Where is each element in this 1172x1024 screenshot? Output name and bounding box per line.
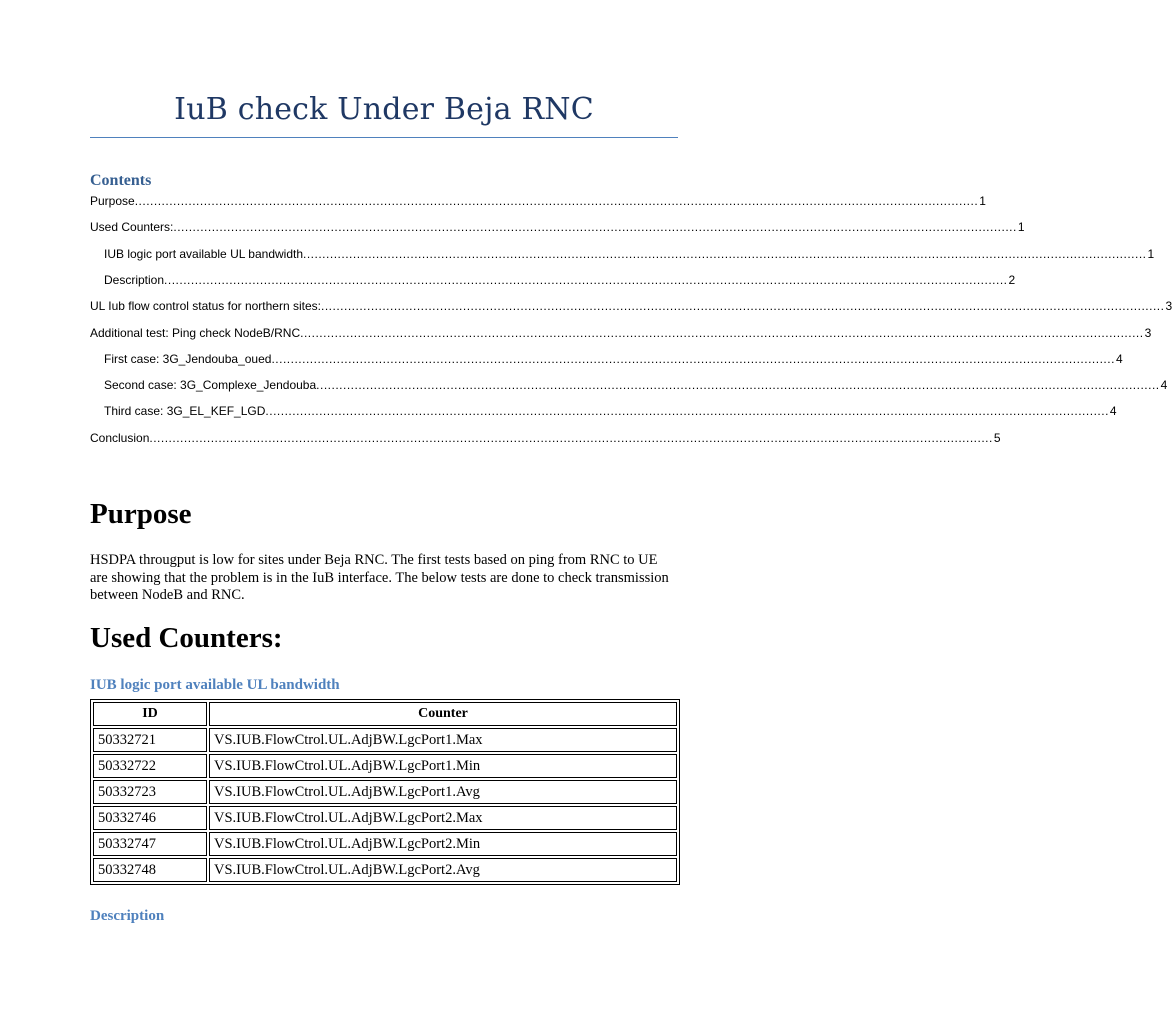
toc-leader-dots: ............................................................................................................................................................................................................................ bbox=[316, 378, 1160, 393]
toc-entry-page: 4 bbox=[1160, 378, 1168, 393]
toc-leader-dots: ............................................................................................................................................................................................................................ bbox=[321, 299, 1165, 314]
toc-entry-page: 4 bbox=[1115, 351, 1123, 366]
toc-entry[interactable] bbox=[90, 430, 1001, 449]
counter-id-cell: 50332746 bbox=[93, 806, 207, 830]
toc-leader-dots: ............................................................................................................................................................................................................................ bbox=[149, 430, 993, 445]
counter-name-cell: VS.IUB.FlowCtrol.UL.AdjBW.LgcPort2.Avg bbox=[209, 858, 677, 882]
toc-entry[interactable] bbox=[104, 246, 1155, 265]
document-title: IuB check Under Beja RNC bbox=[174, 92, 594, 127]
purpose-heading: Purpose bbox=[90, 498, 192, 530]
toc-entry[interactable] bbox=[90, 194, 986, 212]
toc-entry[interactable] bbox=[104, 272, 1016, 291]
table-row bbox=[93, 780, 677, 804]
toc-entry-page: 3 bbox=[1165, 299, 1172, 314]
toc-entry-page: 1 bbox=[1147, 246, 1155, 261]
toc-entry-page: 3 bbox=[1144, 325, 1152, 340]
toc-entry[interactable] bbox=[104, 351, 1123, 370]
counter-name-cell: VS.IUB.FlowCtrol.UL.AdjBW.LgcPort1.Avg bbox=[209, 780, 677, 804]
counter-id-cell: 50332722 bbox=[93, 754, 207, 778]
counters-table bbox=[90, 699, 680, 885]
purpose-paragraph: HSDPA througput is low for sites under Beja RNC. The first tests based on ping from RNC to UE are showing that the problem is in the IuB interface. The below tests are done to check transmission between NodeB and RNC. bbox=[90, 552, 669, 603]
counter-name-cell: VS.IUB.FlowCtrol.UL.AdjBW.LgcPort2.Max bbox=[209, 806, 677, 830]
toc-entry-title: Additional test: Ping check NodeB/RNC bbox=[90, 325, 301, 340]
toc-leader-dots: ............................................................................................................................................................................................................................ bbox=[303, 246, 1147, 261]
toc-entry-page: 4 bbox=[1109, 404, 1117, 419]
toc-entry-title: Description bbox=[104, 272, 165, 287]
toc-heading: Contents bbox=[90, 172, 152, 189]
toc-leader-dots: ............................................................................................................................................................................................................................ bbox=[271, 351, 1115, 366]
toc-entry-title: Conclusion bbox=[90, 430, 150, 445]
toc-entry[interactable] bbox=[104, 404, 1117, 422]
table-row bbox=[93, 728, 677, 752]
column-header-counter: Counter bbox=[209, 702, 677, 726]
toc-entry[interactable] bbox=[104, 378, 1168, 396]
counter-name-cell: VS.IUB.FlowCtrol.UL.AdjBW.LgcPort1.Min bbox=[209, 754, 677, 778]
counter-id-cell: 50332748 bbox=[93, 858, 207, 882]
toc-entry-page: 1 bbox=[979, 194, 986, 208]
toc-entry-page: 1 bbox=[1017, 220, 1025, 235]
toc-entry-page: 5 bbox=[993, 430, 1001, 445]
description-heading: Description bbox=[90, 908, 165, 924]
toc-entry[interactable] bbox=[90, 325, 1152, 344]
table-row bbox=[93, 754, 677, 778]
counter-name-cell: VS.IUB.FlowCtrol.UL.AdjBW.LgcPort2.Min bbox=[209, 832, 677, 856]
toc-leader-dots: ............................................................................................................................................................................................................................ bbox=[265, 404, 1109, 419]
table-row bbox=[93, 832, 677, 856]
title-underline bbox=[90, 137, 678, 138]
toc-entry-title: First case: 3G_Jendouba_oued bbox=[104, 351, 272, 366]
toc-entry-title: UL Iub flow control status for northern sites: bbox=[90, 299, 321, 314]
toc-entry-page: 2 bbox=[1008, 272, 1016, 287]
table-row bbox=[93, 806, 677, 830]
toc-leader-dots: ............................................................................................................................................................................................................................ bbox=[134, 194, 979, 208]
counter-id-cell: 50332747 bbox=[93, 832, 207, 856]
toc-entry-title: Used Counters: bbox=[90, 220, 174, 235]
iub-bandwidth-subheading: IUB logic port available UL bandwidth bbox=[90, 677, 340, 693]
toc-entry-title: IUB logic port available UL bandwidth bbox=[104, 246, 304, 261]
toc-leader-dots: ............................................................................................................................................................................................................................ bbox=[164, 272, 1008, 287]
toc-entry-title: Third case: 3G_EL_KEF_LGD bbox=[104, 404, 266, 419]
toc-entry[interactable] bbox=[90, 299, 1172, 317]
toc-entry-title: Second case: 3G_Complexe_Jendouba bbox=[104, 378, 317, 393]
column-header-id: ID bbox=[93, 702, 207, 726]
counter-id-cell: 50332721 bbox=[93, 728, 207, 752]
table-header-row bbox=[93, 702, 677, 726]
toc-entry-title: Purpose bbox=[90, 194, 135, 208]
table-row bbox=[93, 858, 677, 882]
toc-leader-dots: ............................................................................................................................................................................................................................ bbox=[300, 325, 1144, 340]
toc-leader-dots: ............................................................................................................................................................................................................................ bbox=[173, 220, 1017, 235]
toc-entry[interactable] bbox=[90, 220, 1025, 238]
counter-id-cell: 50332723 bbox=[93, 780, 207, 804]
counter-name-cell: VS.IUB.FlowCtrol.UL.AdjBW.LgcPort1.Max bbox=[209, 728, 677, 752]
used-counters-heading: Used Counters: bbox=[90, 622, 283, 654]
